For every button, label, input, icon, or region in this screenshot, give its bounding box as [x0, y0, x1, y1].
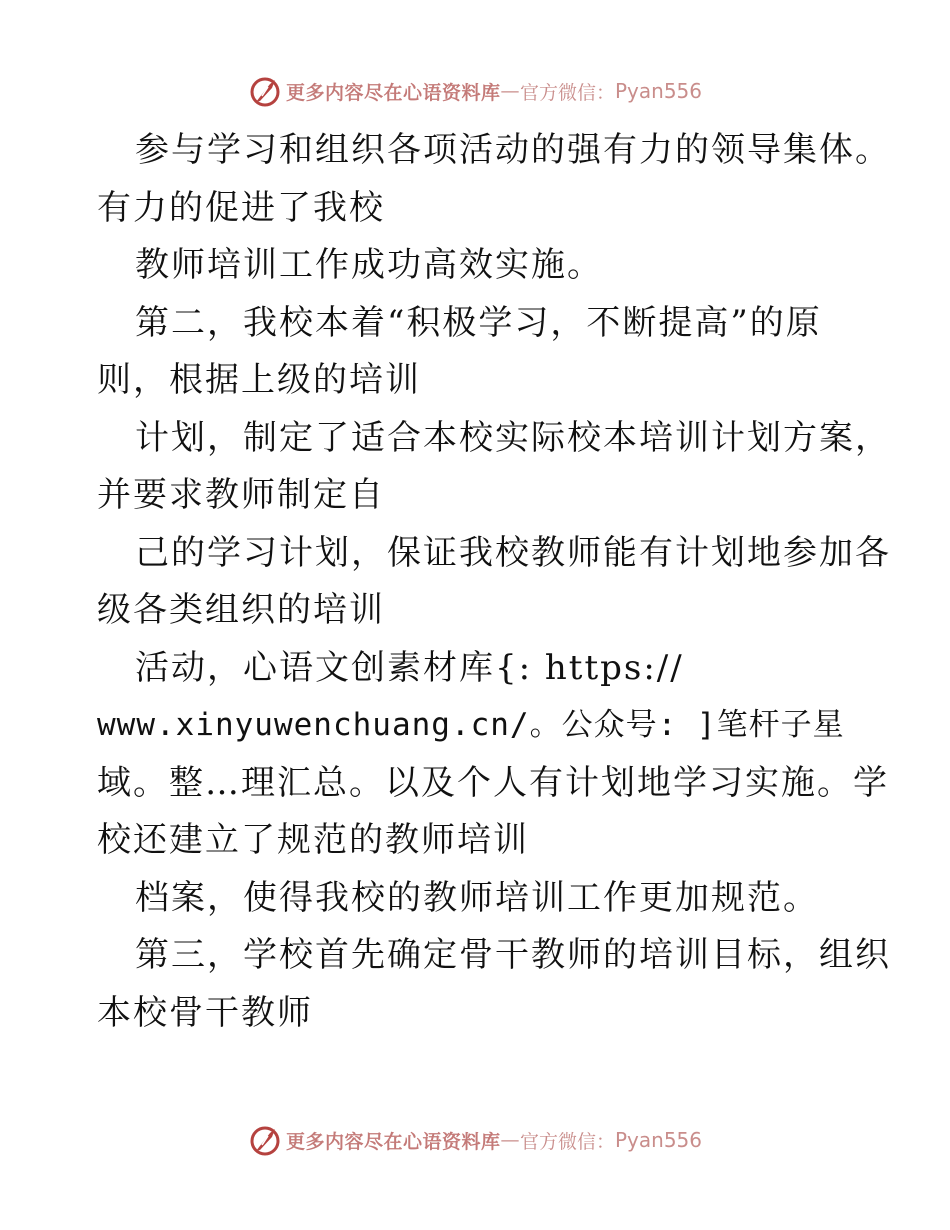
- body-line: 计划，制定了适合本校实际校本培训计划方案，: [135, 417, 891, 458]
- header-dash: —: [500, 80, 520, 102]
- body-line: 域。整…理汇总。以及个人有计划地学习实施。学: [97, 762, 889, 803]
- body-line: 活动，心语文创素材库{: https://: [135, 647, 684, 688]
- footer-wechat-label: 官方微信：: [519, 1130, 615, 1153]
- body-line: 第三，学校首先确定骨干教师的培训目标，组织: [135, 935, 891, 975]
- quill-logo-icon: [248, 74, 282, 108]
- body-line: 级各类组织的培训: [97, 590, 385, 630]
- footer-watermark: [0, 1120, 950, 1160]
- header-wechat-id: Pyan556: [615, 79, 703, 103]
- body-line: 己的学习计划，保证我校教师能有计划地参加各: [135, 532, 891, 573]
- quill-logo-icon: [248, 1123, 282, 1157]
- header-watermark: [0, 71, 950, 111]
- document-body: [97, 122, 891, 1042]
- body-line: 参与学习和组织各项活动的强有力的领导集体。: [135, 130, 891, 170]
- body-line: 第二，我校本着“积极学习，不断提高”的原: [135, 302, 822, 343]
- body-line: 档案，使得我校的教师培训工作更加规范。: [135, 877, 819, 918]
- body-line: 则，根据上级的培训: [97, 360, 421, 400]
- body-line: 教师培训工作成功高效实施。: [135, 245, 603, 285]
- footer-brand-text: 更多内容尽在心语资料库: [285, 1130, 501, 1153]
- body-line: 并要求教师制定自: [97, 475, 385, 515]
- body-line: 有力的促进了我校: [97, 187, 385, 228]
- body-line: 本校骨干教师: [97, 992, 313, 1033]
- header-brand-text: 更多内容尽在心语资料库: [285, 81, 501, 104]
- footer-dash: —: [500, 1129, 520, 1151]
- body-line-url: www.xinyuwenchuang.cn/。公众号: ]笔杆子星: [97, 707, 845, 743]
- footer-wechat-id: Pyan556: [615, 1128, 703, 1152]
- body-line: 校还建立了规范的教师培训: [97, 820, 529, 860]
- header-wechat-label: 官方微信：: [519, 81, 615, 104]
